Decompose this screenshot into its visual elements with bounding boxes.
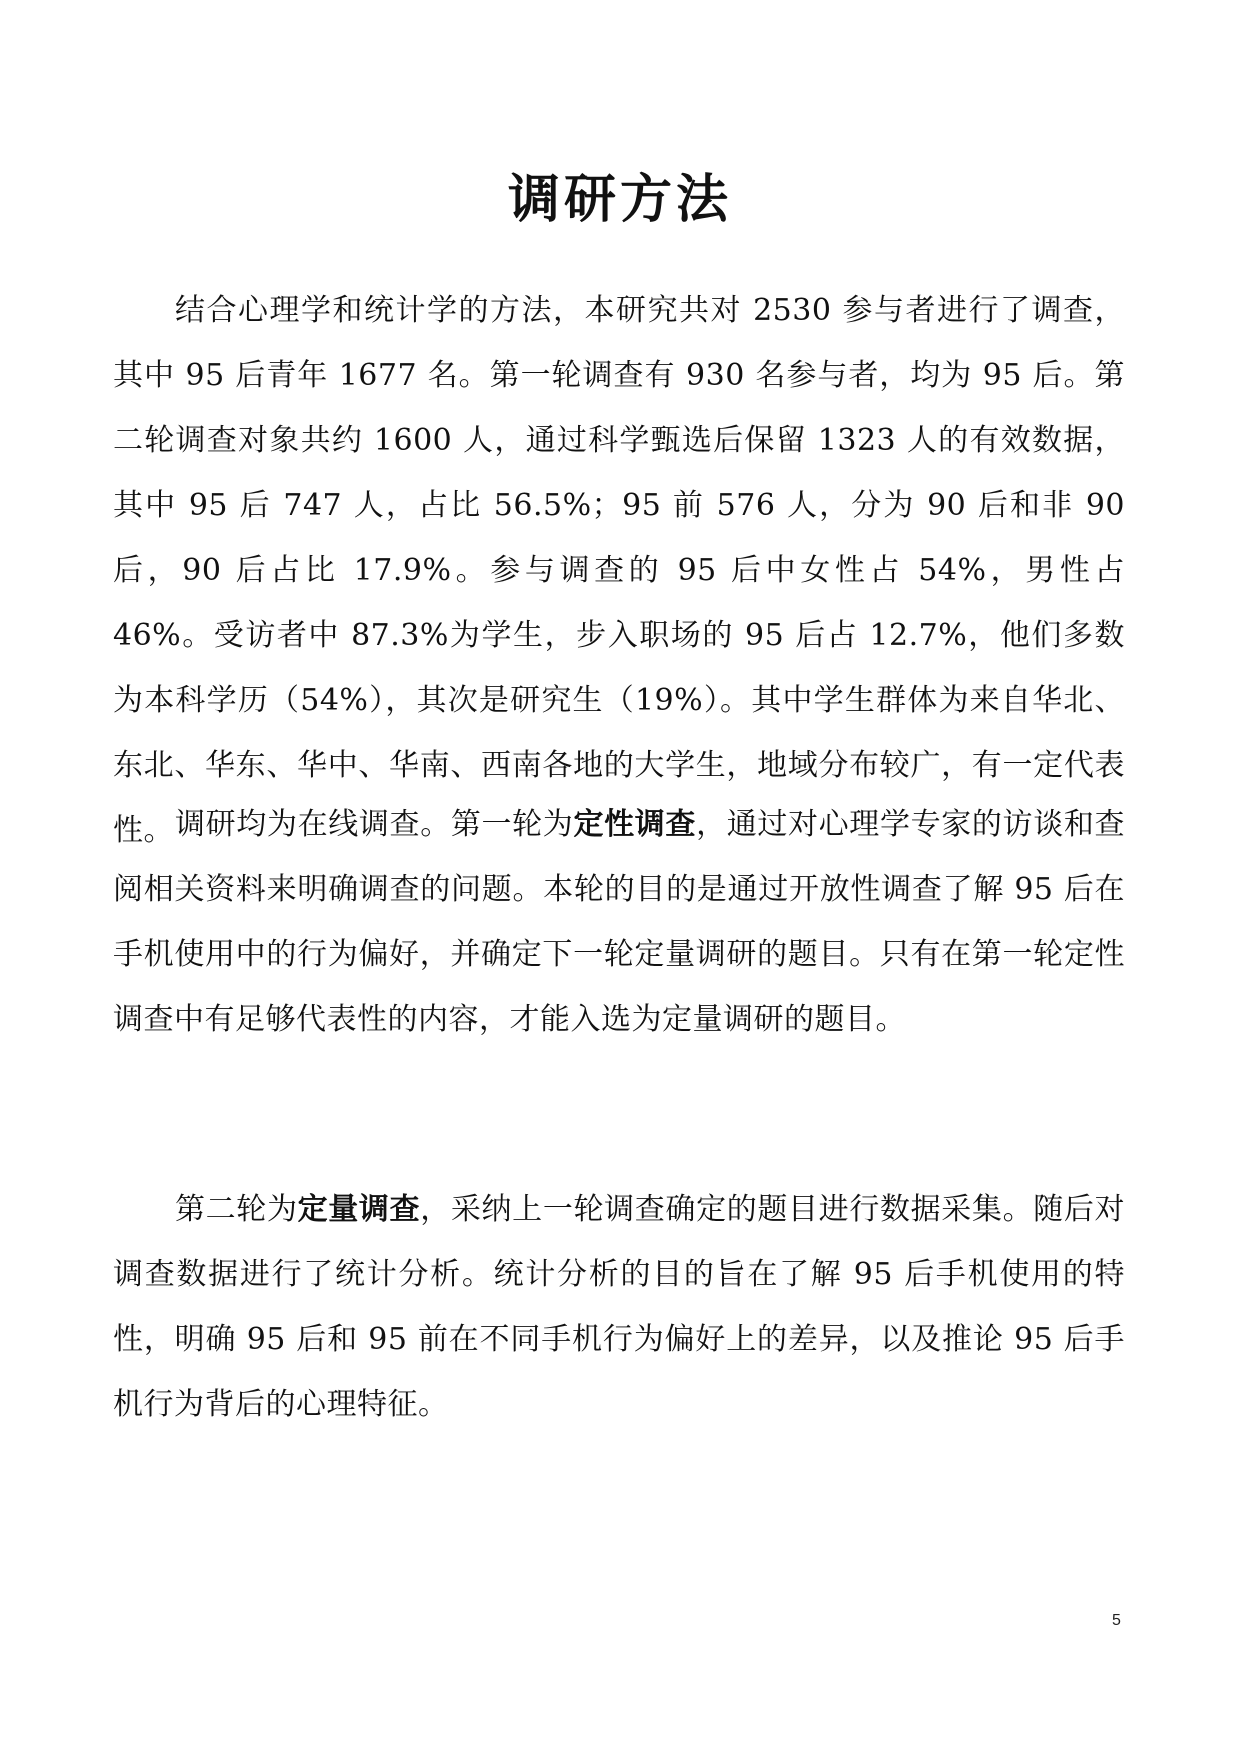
paragraph-text-after: ，采纳上一轮调查确定的题目进行数据采集。随后对调查数据进行了统计分析。统计分析的目的旨在了解 95 后手机使用的特性，明确 95 后和 95 前在不同手机行为偏好上的差异，以及推论 95 后手机行为背后的心理特征。 [113, 1192, 1126, 1422]
paragraph-quantitative-survey [113, 1177, 1125, 1437]
paragraph-text: 结合心理学和统计学的方法，本研究共对 2530 参与者进行了调查，其中 95 后青年 1677 名。第一轮调查有 930 名参与者，均为 95 后。第二轮调查对象共约 1600 人，通过科学甄选后保留 1323 人的有效数据，其中 95 后 747 人，占比 56.5%；95 前 576 人，分为 90 后和非 90 后，90 后占比 17.9%。参与调查的 95 后中女性占 54%，男性占 46%。受访者中 87.3%为学生，步入职场的 95 后占 12.7%，他们多数为本科学历（54%），其次是研究生（19%）。其中学生群体为来自华北、东北、华东、华中、华南、西南各地的大学生，地域分布较广，有一定代表性。 [113, 293, 1125, 848]
page-number: 5 [1112, 1612, 1121, 1629]
page-title: 调研方法 [507, 170, 732, 230]
paragraph-text-after: ，通过对心理学专家的访谈和查阅相关资料来明确调查的问题。本轮的目的是通过开放性调查了解 95 后在手机使用中的行为偏好，并确定下一轮定量调研的题目。只有在第一轮定性调查中有足够代表性的内容，才能入选为定量调研的题目。 [113, 807, 1126, 1037]
paragraph-qualitative-survey [113, 792, 1125, 1052]
bold-term: 定性调查 [573, 807, 697, 842]
paragraph-text-before: 第二轮为 [175, 1192, 298, 1227]
paragraph-text-before: 调研均为在线调查。第一轮为 [175, 807, 574, 842]
paragraph-participants [113, 278, 1125, 863]
bold-term: 定量调查 [297, 1192, 421, 1227]
